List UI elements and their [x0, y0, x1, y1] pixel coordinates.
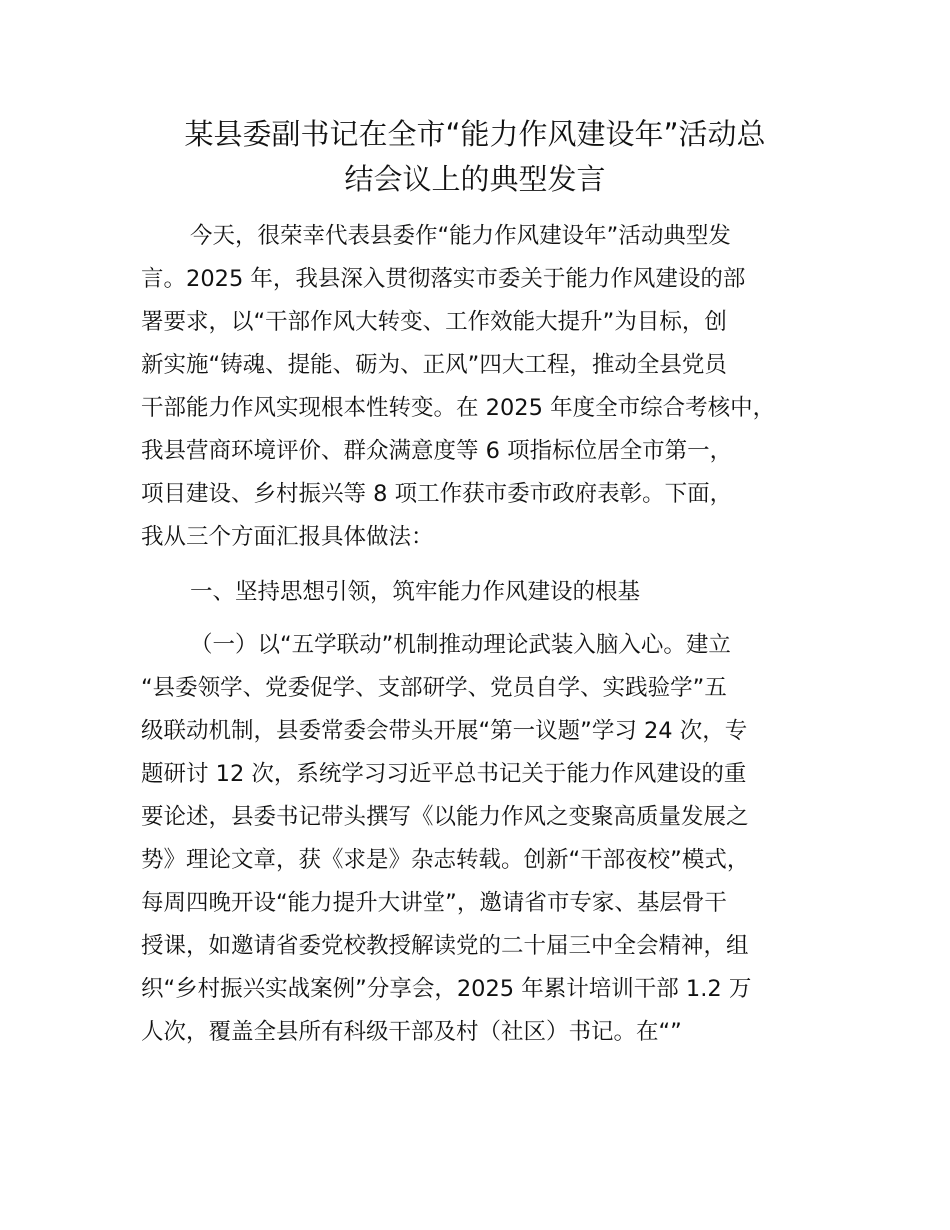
- paragraph-2-line-5: 要论述，县委书记带头撰写《以能力作风之变聚高质量发展之: [141, 804, 749, 830]
- paragraph-2-line-4: 题研讨 12 次，系统学习习近平总书记关于能力作风建设的重: [141, 761, 747, 787]
- paragraph-2-line-7: 每周四晚开设“能力提升大讲堂”，邀请省市专家、基层骨干: [141, 890, 727, 916]
- paragraph-1-line-1: 今天，很荣幸代表县委作“能力作风建设年”活动典型发: [190, 223, 731, 249]
- paragraph-2-line-1: （一）以“五学联动”机制推动理论武装入脑入心。建立: [190, 632, 731, 658]
- paragraph-2-line-2: “县委领学、党委促学、支部研学、党员自学、实践验学”五: [141, 675, 727, 701]
- section-heading-1: 一、坚持思想引领，筑牢能力作风建设的根基: [190, 579, 641, 605]
- paragraph-1-line-2: 言。2025 年，我县深入贯彻落实市委关于能力作风建设的部: [141, 266, 746, 292]
- paragraph-2-line-6: 势》理论文章，获《求是》杂志转载。创新“干部夜校”模式，: [141, 847, 750, 873]
- paragraph-2-line-10: 人次，覆盖全县所有科级干部及村（社区）书记。在“”: [141, 1019, 682, 1045]
- document-title-line-1: 某县委副书记在全市“能力作风建设年”活动总: [184, 117, 766, 151]
- document-title-line-2: 结会议上的典型发言: [344, 162, 606, 196]
- paragraph-2-line-9: 织“乡村振兴实战案例”分享会，2025 年累计培训干部 1.2 万: [141, 976, 752, 1002]
- paragraph-1-line-4: 新实施“铸魂、提能、砺为、正风”四大工程，推动全县党员: [141, 352, 727, 378]
- paragraph-1-line-5: 干部能力作风实现根本性转变。在 2025 年度全市综合考核中，: [141, 395, 776, 421]
- paragraph-1-line-3: 署要求，以“干部作风大转变、工作效能大提升”为目标，创: [141, 309, 727, 335]
- paragraph-2-line-3: 级联动机制，县委常委会带头开展“第一议题”学习 24 次，专: [141, 718, 748, 744]
- paragraph-1-line-6: 我县营商环境评价、群众满意度等 6 项指标位居全市第一，: [141, 438, 733, 464]
- paragraph-1-line-8: 我从三个方面汇报具体做法：: [141, 524, 434, 550]
- paragraph-2-line-8: 授课，如邀请省委党校教授解读党的二十届三中全会精神，组: [141, 933, 749, 959]
- paragraph-1-line-7: 项目建设、乡村振兴等 8 项工作获市委市政府表彰。下面，: [141, 481, 733, 507]
